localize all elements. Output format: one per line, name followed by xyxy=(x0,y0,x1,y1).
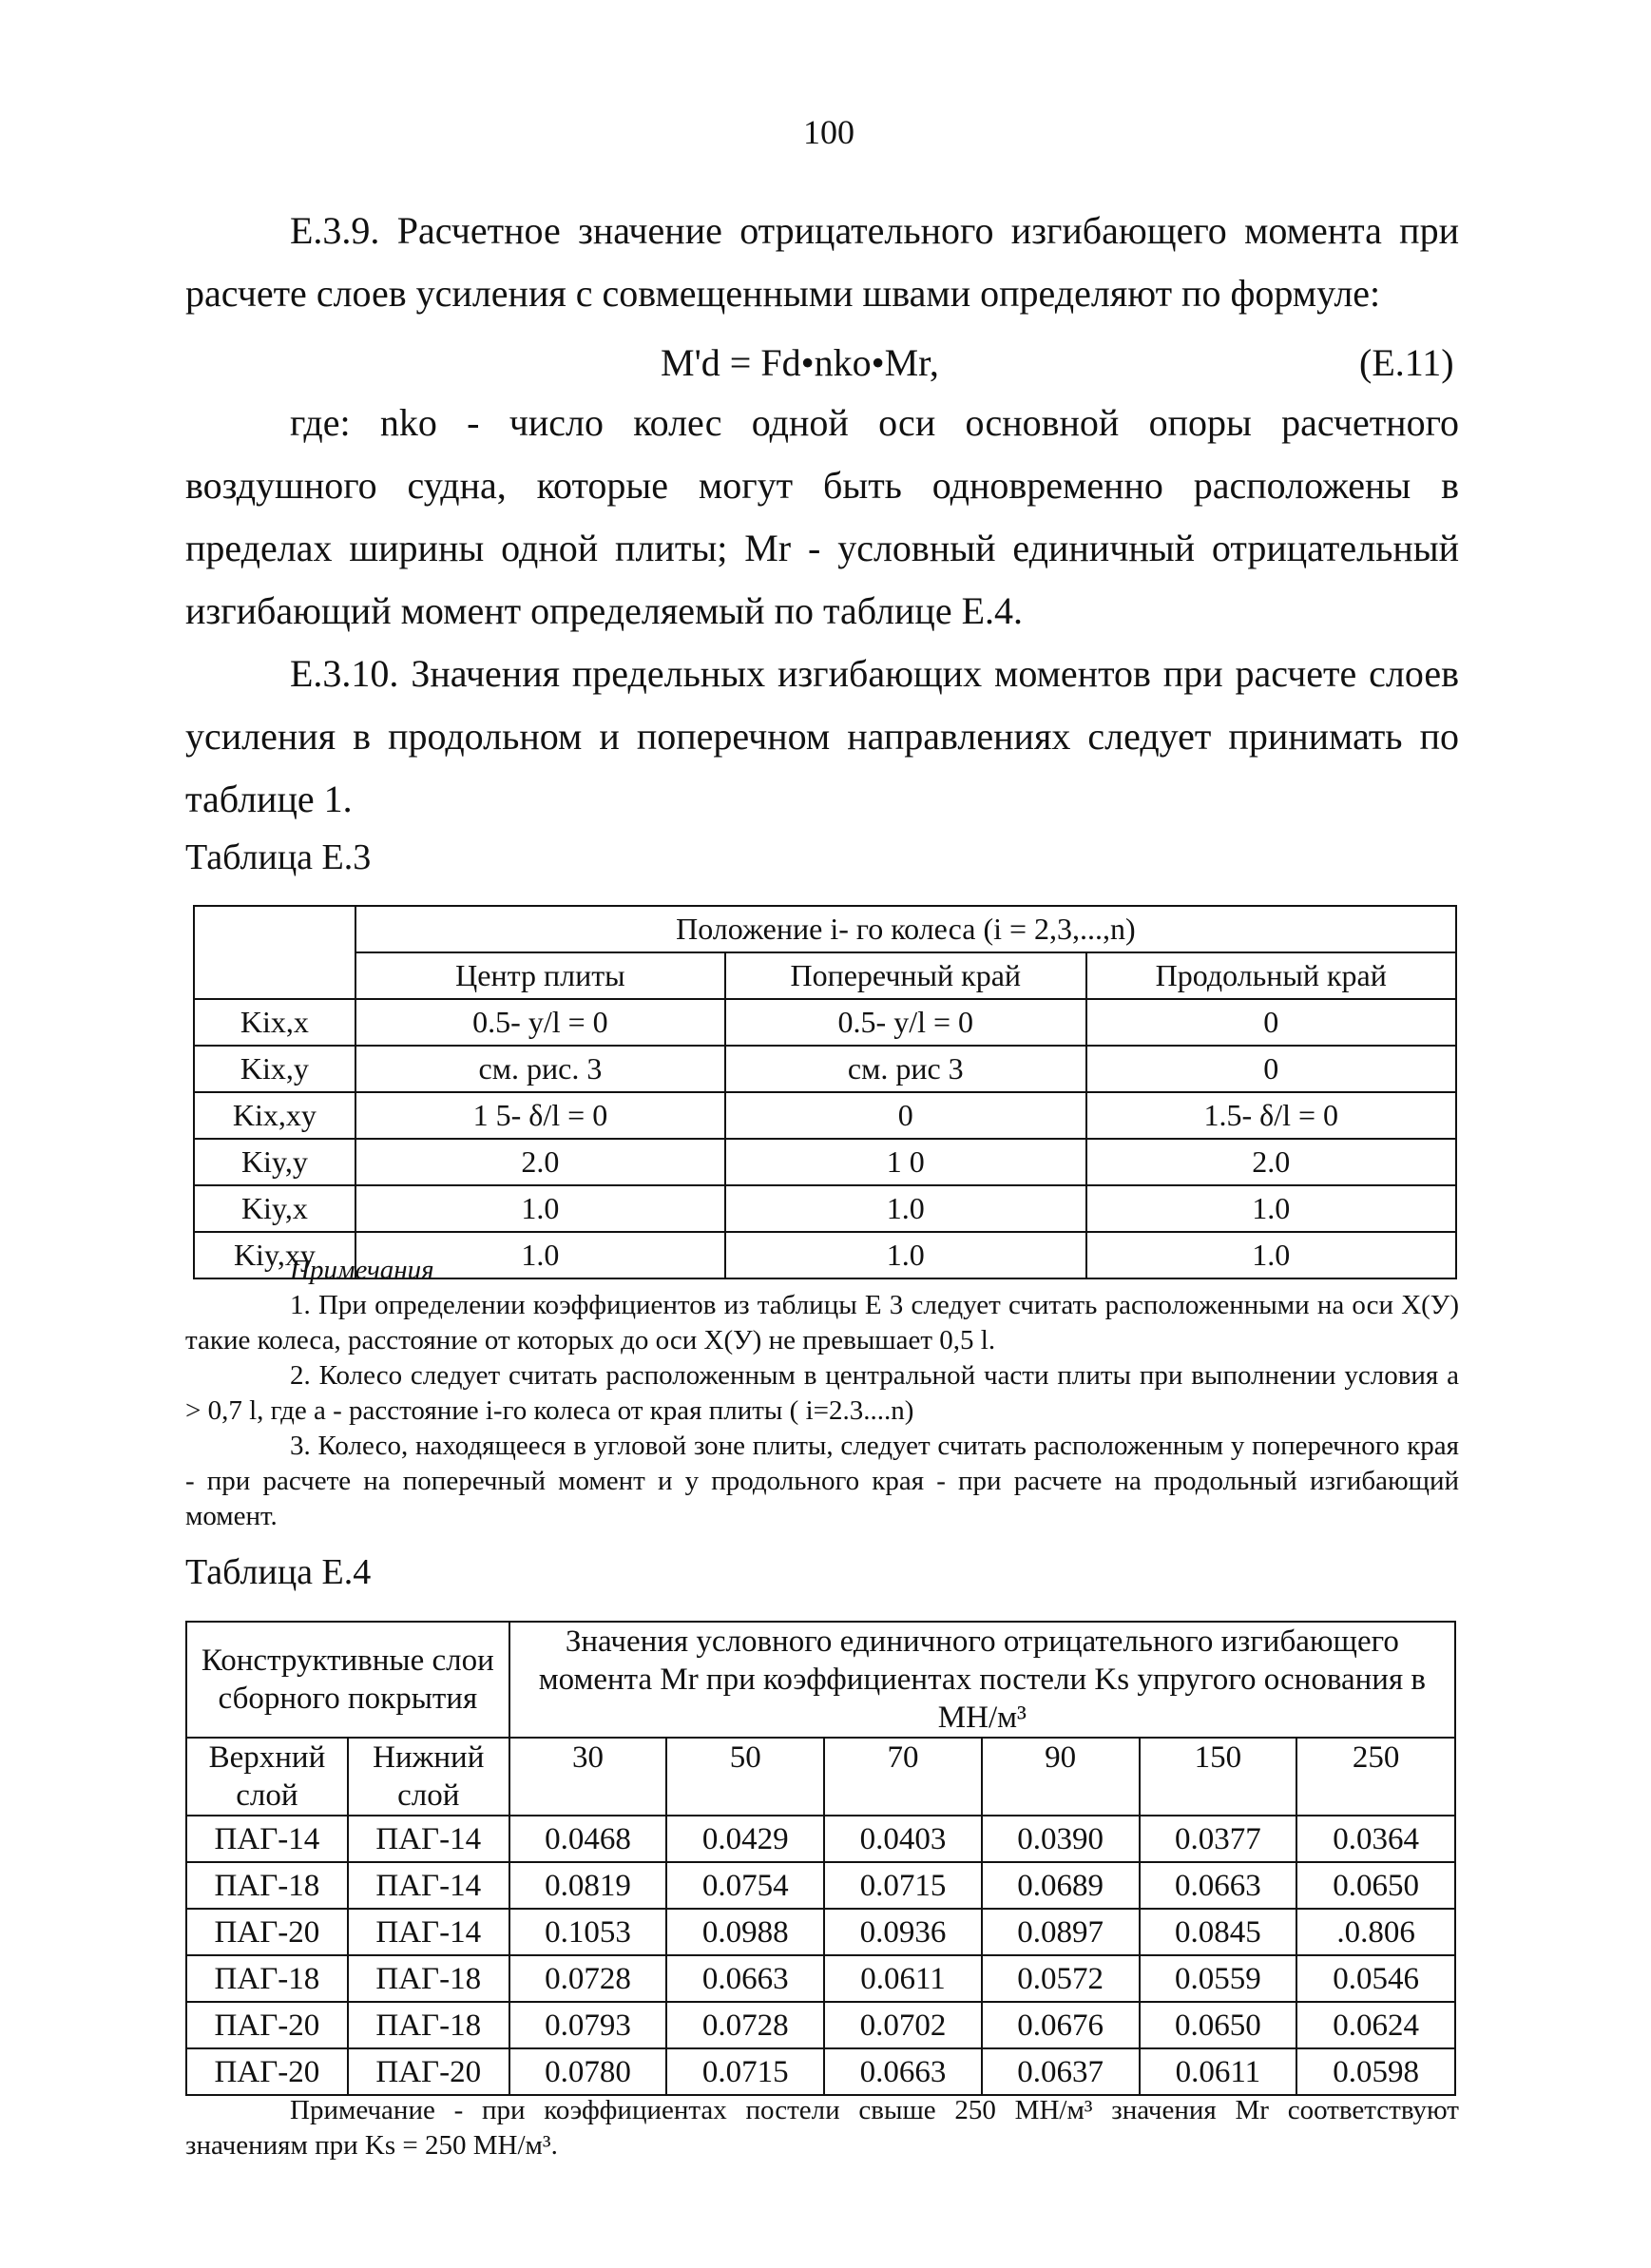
table-e3 xyxy=(193,905,1457,1279)
table-cell: 0.0390 xyxy=(982,1816,1140,1862)
table-cell: 0.0715 xyxy=(824,1862,982,1909)
table-e3-col-transverse: Поперечный край xyxy=(725,952,1085,999)
table-cell: 0.0598 xyxy=(1296,2048,1455,2095)
note-1: 1. При определении коэффициентов из таблицы Е 3 следует считать расположенными на оси Х(У) такие колеса, расстояние от которых до оси Х(У) не превышает 0,5 l. xyxy=(185,1290,1459,1355)
table-e3-header-row xyxy=(194,906,1456,952)
paragraph-e310-label: Е.3.10. xyxy=(290,652,399,695)
table-cell: 1.0 xyxy=(1086,1232,1456,1278)
row-label: Kiy,y xyxy=(194,1139,355,1185)
lower-layer: ПАГ-14 xyxy=(348,1816,509,1862)
table-cell: 0.0468 xyxy=(509,1816,667,1862)
table-cell: 0.0559 xyxy=(1140,1955,1297,2002)
ks-header: 30 xyxy=(509,1738,667,1816)
lower-layer: ПАГ-20 xyxy=(348,2048,509,2095)
table-e4-subheader-row xyxy=(186,1738,1455,1816)
layers-header: Конструктивные слои сборного покрытия xyxy=(186,1622,509,1738)
table-cell: 0.0819 xyxy=(509,1862,667,1909)
table-e4-caption: Таблица Е.4 xyxy=(185,1552,372,1592)
table-e3-notes xyxy=(185,1253,1459,1534)
paragraph-e39 xyxy=(185,200,1459,325)
table-cell: 1.0 xyxy=(725,1232,1085,1278)
table-cell: 1 5- δ/l = 0 xyxy=(355,1092,725,1139)
table-row xyxy=(194,1092,1456,1139)
table-cell: см. рис. 3 xyxy=(355,1046,725,1092)
table-cell: 0.5- y/l = 0 xyxy=(355,999,725,1046)
table-cell: 1.0 xyxy=(355,1232,725,1278)
table-cell: 0.0663 xyxy=(824,2048,982,2095)
upper-layer: ПАГ-20 xyxy=(186,2002,348,2048)
row-label: Kiy,x xyxy=(194,1185,355,1232)
table-cell: 0.0650 xyxy=(1140,2002,1297,2048)
table-e3-group-header: Положение i- го колеса (i = 2,3,...,n) xyxy=(355,906,1456,952)
table-cell: 0.0377 xyxy=(1140,1816,1297,1862)
paragraph-e310-text: Значения предельных изгибающих моментов при расчете слоев усиления в продольном и поперечном направлениях следует принимать по таблице 1. xyxy=(185,652,1459,820)
table-cell: 1.0 xyxy=(1086,1185,1456,1232)
table-cell: 0.0793 xyxy=(509,2002,667,2048)
lower-layer: ПАГ-18 xyxy=(348,1955,509,2002)
upper-layer: ПАГ-14 xyxy=(186,1816,348,1862)
table-cell: 0.0663 xyxy=(1140,1862,1297,1909)
table-cell: 0.0897 xyxy=(982,1909,1140,1955)
table-cell: 2.0 xyxy=(355,1139,725,1185)
table-row xyxy=(186,1909,1455,1955)
table-e4 xyxy=(185,1621,1456,2096)
paragraph-e39-text: Расчетное значение отрицательного изгибающего момента при расчете слоев усиления с совмещенными швами определяют по формуле: xyxy=(185,209,1459,315)
table-cell: 0.5- y/l = 0 xyxy=(725,999,1085,1046)
values-header: Значения условного единичного отрицательного изгибающего момента Mr при коэффициентах постели Ks упругого основания в МН/м³ xyxy=(509,1622,1455,1738)
table-row xyxy=(194,1139,1456,1185)
lower-layer: ПАГ-14 xyxy=(348,1909,509,1955)
upper-layer-header: Верхний слой xyxy=(186,1738,348,1816)
table-cell: 0 xyxy=(725,1092,1085,1139)
table-row xyxy=(194,999,1456,1046)
row-label: Kiy,xy xyxy=(194,1232,355,1278)
ks-header: 250 xyxy=(1296,1738,1455,1816)
ks-header: 50 xyxy=(666,1738,824,1816)
table-cell: 0.0988 xyxy=(666,1909,824,1955)
table-cell: 1.0 xyxy=(725,1185,1085,1232)
upper-layer: ПАГ-18 xyxy=(186,1955,348,2002)
table-cell: 0 xyxy=(1086,999,1456,1046)
table-cell: 0.1053 xyxy=(509,1909,667,1955)
row-label: Kix,y xyxy=(194,1046,355,1092)
row-label: Kix,x xyxy=(194,999,355,1046)
paragraph-e39-label: Е.3.9. xyxy=(290,209,380,252)
table-e4-note: Примечание - при коэффициентах постели свыше 250 МН/м³ значения Mr соответствуют значениям при Ks = 250 МН/м³. xyxy=(185,2095,1459,2161)
table-e3-columns-row xyxy=(194,952,1456,999)
table-cell: 0.0611 xyxy=(1140,2048,1297,2095)
table-row xyxy=(194,1185,1456,1232)
upper-layer: ПАГ-20 xyxy=(186,1909,348,1955)
table-cell: 0.0429 xyxy=(666,1816,824,1862)
upper-layer: ПАГ-18 xyxy=(186,1862,348,1909)
formula-number: (Е.11) xyxy=(1359,341,1454,384)
table-cell: 0.0663 xyxy=(666,1955,824,2002)
table-e4-header-row xyxy=(186,1622,1455,1738)
paragraph-e310 xyxy=(185,643,1459,831)
note-2: 2. Колесо следует считать расположенным в центральной части плиты при выполнении условия a > 0,7 l, где a - расстояние i-го колеса от края плиты ( i=2.3....n) xyxy=(185,1360,1459,1426)
table-cell: .0.806 xyxy=(1296,1909,1455,1955)
table-cell: 0.0364 xyxy=(1296,1816,1455,1862)
table-row xyxy=(186,2002,1455,2048)
table-cell: 0.0572 xyxy=(982,1955,1140,2002)
table-e3-corner xyxy=(194,906,355,999)
table-cell: 0 xyxy=(1086,1046,1456,1092)
table-cell: см. рис 3 xyxy=(725,1046,1085,1092)
table-cell: 0.0689 xyxy=(982,1862,1140,1909)
table-cell: 0.0637 xyxy=(982,2048,1140,2095)
upper-layer: ПАГ-20 xyxy=(186,2048,348,2095)
table-cell: 1.5- δ/l = 0 xyxy=(1086,1092,1456,1139)
table-e3-caption: Таблица Е.3 xyxy=(185,837,372,877)
note-3: 3. Колесо, находящееся в угловой зоне плиты, следует считать расположенным у поперечного края - при расчете на поперечный момент и у продольного края - при расчете на продольный изгибающий момент. xyxy=(185,1431,1459,1531)
row-label: Kix,xy xyxy=(194,1092,355,1139)
table-cell: 0.0728 xyxy=(666,2002,824,2048)
table-row xyxy=(186,1816,1455,1862)
table-cell: 0.0611 xyxy=(824,1955,982,2002)
table-cell: 2.0 xyxy=(1086,1139,1456,1185)
ks-header: 90 xyxy=(982,1738,1140,1816)
formula-e11: M'd = Fd•nko•Mr, xyxy=(661,341,939,384)
table-e3-col-longitudinal: Продольный край xyxy=(1086,952,1456,999)
table-cell: 1 0 xyxy=(725,1139,1085,1185)
where-paragraph: где: nko - число колес одной оси основной опоры расчетного воздушного судна, которые могут быть одновременно расположены в пределах ширины одной плиты; Mr - условный единичный отрицательный изгибающий момент определяемый по таблице Е.4. xyxy=(185,401,1459,632)
table-row xyxy=(186,1862,1455,1909)
table-cell: 0.0780 xyxy=(509,2048,667,2095)
ks-header: 150 xyxy=(1140,1738,1297,1816)
table-row xyxy=(194,1046,1456,1092)
table-e3-col-center: Центр плиты xyxy=(355,952,725,999)
notes-heading: Примечания xyxy=(290,1255,434,1285)
table-cell: 0.0403 xyxy=(824,1816,982,1862)
table-row xyxy=(186,1955,1455,2002)
table-cell: 0.0754 xyxy=(666,1862,824,1909)
ks-header: 70 xyxy=(824,1738,982,1816)
table-cell: 0.0702 xyxy=(824,2002,982,2048)
table-cell: 0.0546 xyxy=(1296,1955,1455,2002)
lower-layer-header: Нижний слой xyxy=(348,1738,509,1816)
lower-layer: ПАГ-18 xyxy=(348,2002,509,2048)
page-number: 100 xyxy=(803,113,854,151)
table-cell: 0.0715 xyxy=(666,2048,824,2095)
table-cell: 0.0845 xyxy=(1140,1909,1297,1955)
table-cell: 0.0650 xyxy=(1296,1862,1455,1909)
table-cell: 0.0676 xyxy=(982,2002,1140,2048)
lower-layer: ПАГ-14 xyxy=(348,1862,509,1909)
table-cell: 0.0728 xyxy=(509,1955,667,2002)
table-cell: 0.0624 xyxy=(1296,2002,1455,2048)
table-row xyxy=(186,2048,1455,2095)
table-cell: 1.0 xyxy=(355,1185,725,1232)
table-cell: 0.0936 xyxy=(824,1909,982,1955)
